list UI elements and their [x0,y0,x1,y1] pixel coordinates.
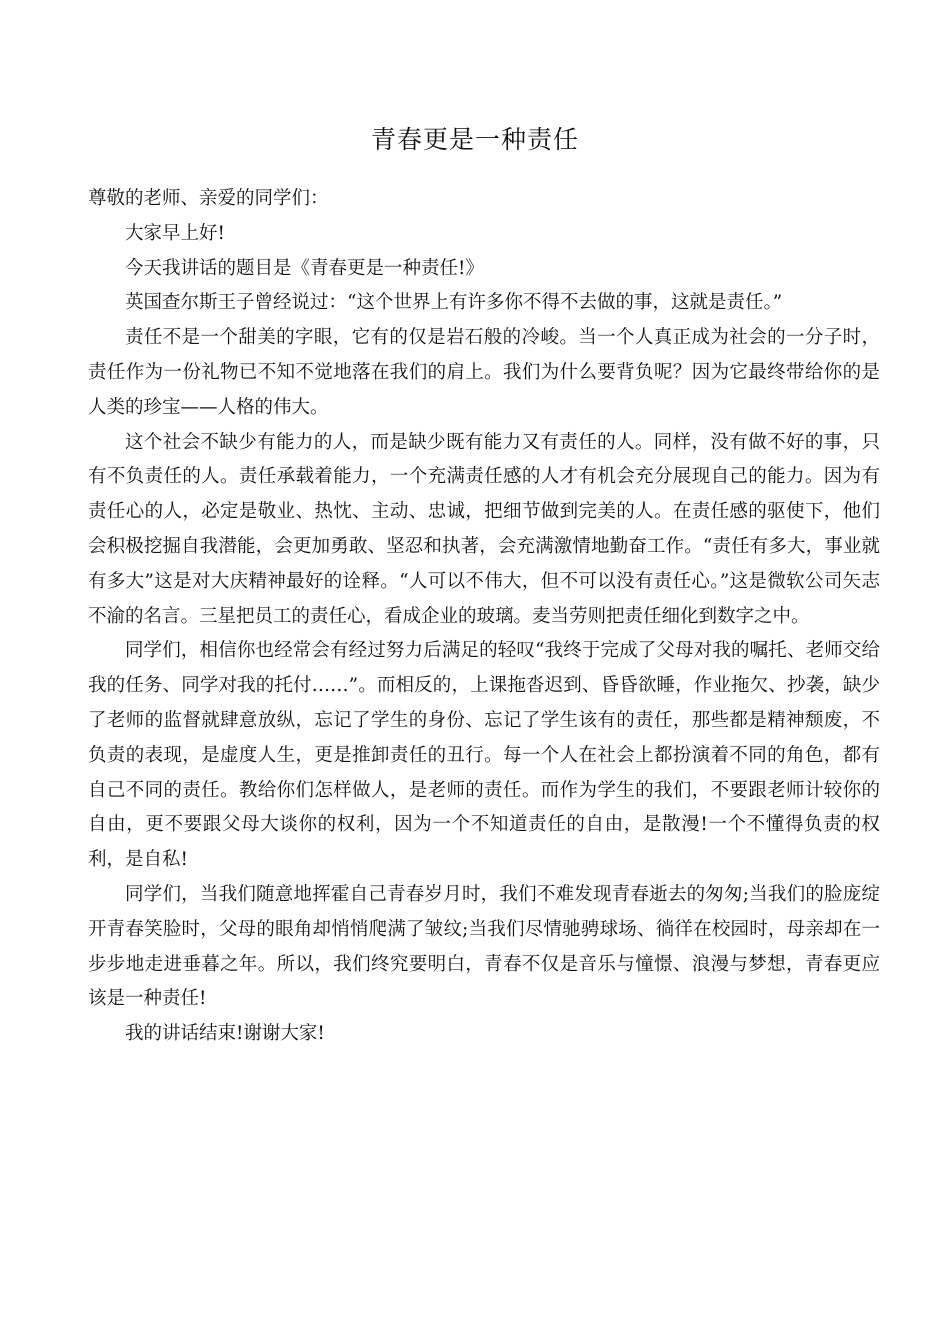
salutation: 尊敬的老师、亲爱的同学们： [88,188,329,209]
paragraph-quote: 英国查尔斯王子曾经说过：“这个世界上有许多你不得不去做的事，这就是责任。” [125,292,783,314]
paragraph-responsibility: 责任不是一个甜美的字眼，它有的仅是岩石般的冷峻。当一个人真正成为社会的一分子时，责任作为一份礼物已不知不觉地落在我们的肩上。我们为什么要背负呢？因为它最终带给你的是人类的珍宝——人格的伟大。 [88,327,880,418]
paragraph-students: 同学们，相信你也经常会有经过努力后满足的轻叹“我终于完成了父母对我的嘱托、老师交给我的任务、同学对我的托付……”。而相反的，上课拖沓迟到、昏昏欲睡，作业拖欠、抄袭，缺少了老师的监督就肆意放纵，忘记了学生的身份、忘记了学生该有的责任，那些都是精神颓废，不负责的表现，是虚度人生，更是推卸责任的丑行。每一个人在社会上都扮演着不同的角色，都有自己不同的责任。教给你们怎样做人，是老师的责任。而作为学生的我们，不要跟老师计较你的自由，更不要跟父母大谈你的权利，因为一个不知道责任的自由，是散漫!一个不懂得负责的权利，是自私! [88,640,880,871]
paragraph-ability: 这个社会不缺少有能力的人，而是缺少既有能力又有责任的人。同样，没有做不好的事，只有不负责任的人。责任承载着能力，一个充满责任感的人才有机会充分展现自己的能力。因为有责任心的人，必定是敬业、热忱、主动、忠诚，把细节做到完美的人。在责任感的驱使下，他们会积极挖掘自我潜能，会更加勇敢、坚忍和执著，会充满激情地勤奋工作。“责任有多大，事业就有多大”这是对大庆精神最好的诠释。“人可以不伟大，但不可以没有责任心。”这是微软公司矢志不渝的名言。三星把员工的责任心，看成企业的玻璃。麦当劳则把责任细化到数字之中。 [88,431,880,627]
paragraph-greeting: 大家早上好! [125,222,225,244]
speech-body [88,182,880,1052]
document-title: 青春更是一种责任 [370,124,579,154]
paragraph-youth: 同学们，当我们随意地挥霍自己青春岁月时，我们不难发现青春逝去的匆匆;当我们的脸庞绽开青春笑脸时，父母的眼角却悄悄爬满了皱纹;当我们尽情驰骋球场、徜徉在校园时，母亲却在一步步地走进垂暮之年。所以，我们终究要明白，青春不仅是音乐与憧憬、浪漫与梦想，青春更应该是一种责任! [88,883,880,1010]
paragraph-topic: 今天我讲话的题目是《青春更是一种责任!》 [125,257,484,279]
paragraph-closing: 我的讲话结束!谢谢大家! [125,1023,325,1045]
